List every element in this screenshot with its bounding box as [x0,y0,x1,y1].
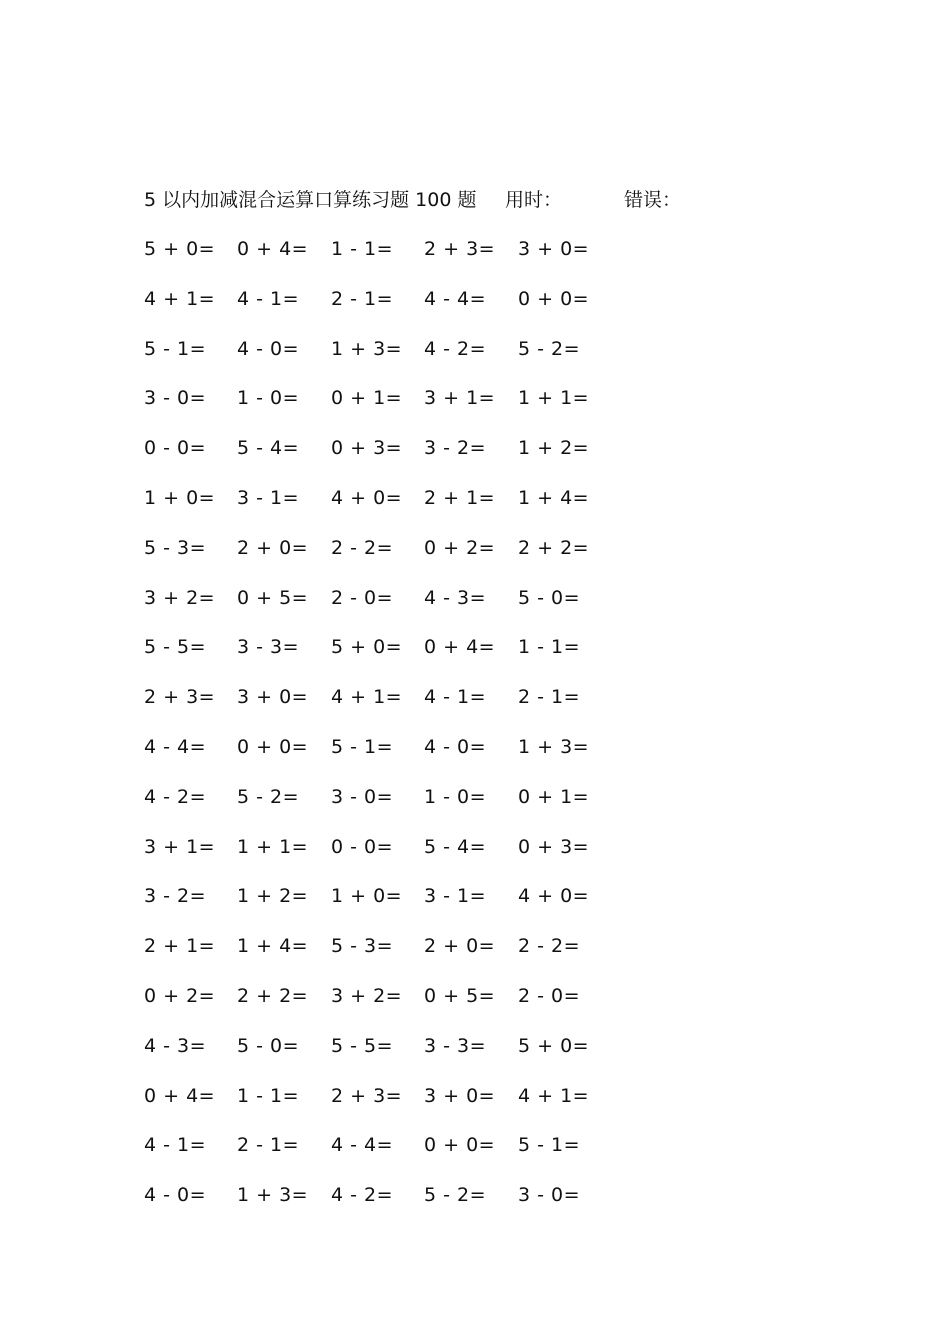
arithmetic-problem: 4 + 1= [331,686,403,709]
arithmetic-problem: 3 - 0= [144,387,207,410]
problem-row [144,832,624,882]
arithmetic-problem: 3 + 2= [331,984,403,1007]
arithmetic-problem: 4 - 1= [424,686,487,709]
arithmetic-problem: 3 - 3= [237,636,300,659]
arithmetic-problem: 0 + 0= [237,735,309,758]
arithmetic-problem: 4 - 4= [331,1134,394,1157]
arithmetic-problem: 0 + 2= [424,536,496,559]
arithmetic-problem: 2 + 3= [424,238,496,260]
arithmetic-problem: 4 + 0= [518,885,590,908]
problem-row [144,931,624,981]
arithmetic-problem: 4 + 0= [331,486,403,509]
arithmetic-problem: 0 + 3= [518,835,590,858]
arithmetic-problem: 5 - 4= [424,835,487,858]
arithmetic-problem: 5 + 0= [518,1034,590,1057]
problem-row [144,583,624,633]
problem-row [144,1180,624,1230]
problem-row [144,1081,624,1131]
arithmetic-problem: 3 - 1= [237,486,300,509]
problem-row [144,334,624,384]
arithmetic-problem: 1 - 1= [518,636,581,659]
arithmetic-problem: 1 - 0= [424,785,487,808]
arithmetic-problem: 3 - 1= [424,885,487,908]
arithmetic-problem: 4 - 4= [144,735,207,758]
arithmetic-problem: 4 - 2= [424,337,487,360]
arithmetic-problem: 0 + 3= [331,437,403,460]
arithmetic-problem: 0 + 1= [518,785,590,808]
arithmetic-problem: 5 - 3= [331,935,394,958]
arithmetic-problem: 0 - 0= [331,835,394,858]
arithmetic-problem: 5 - 1= [144,337,207,360]
arithmetic-problem: 1 + 3= [518,735,590,758]
arithmetic-problem: 3 + 2= [144,586,216,609]
arithmetic-problem: 3 - 2= [424,437,487,460]
arithmetic-problem: 2 - 0= [518,984,581,1007]
arithmetic-problem: 5 - 2= [424,1184,487,1207]
arithmetic-problem: 3 - 0= [331,785,394,808]
arithmetic-problem: 2 + 3= [331,1084,403,1107]
arithmetic-problem: 5 + 0= [331,636,403,659]
arithmetic-problem: 2 + 2= [518,536,590,559]
arithmetic-problem: 2 + 3= [144,686,216,709]
problem-row [144,433,624,483]
arithmetic-problem: 4 - 2= [331,1184,394,1207]
arithmetic-problem: 2 + 0= [424,935,496,958]
problem-row [144,881,624,931]
arithmetic-problem: 1 + 4= [518,486,590,509]
arithmetic-problem: 4 - 0= [144,1184,207,1207]
problem-row [144,383,624,433]
arithmetic-problem: 5 - 4= [237,437,300,460]
arithmetic-problem: 2 - 1= [518,686,581,709]
arithmetic-problem: 3 + 1= [424,387,496,410]
problem-row [144,284,624,334]
arithmetic-problem: 0 + 5= [237,586,309,609]
problem-row [144,732,624,782]
arithmetic-problem: 5 - 3= [144,536,207,559]
problem-row [144,1031,624,1081]
arithmetic-problem: 1 + 4= [237,935,309,958]
arithmetic-problem: 3 - 3= [424,1034,487,1057]
arithmetic-problem: 5 - 2= [518,337,581,360]
arithmetic-problem: 5 - 0= [518,586,581,609]
arithmetic-problem: 5 - 5= [144,636,207,659]
arithmetic-problem: 2 - 0= [331,586,394,609]
arithmetic-problem: 1 + 3= [331,337,403,360]
arithmetic-problem: 3 + 0= [424,1084,496,1107]
arithmetic-problem: 2 - 1= [331,287,394,310]
arithmetic-problem: 0 + 5= [424,984,496,1007]
arithmetic-problem: 2 + 1= [424,486,496,509]
problem-row [144,533,624,583]
problem-row [144,782,624,832]
arithmetic-problem: 4 - 0= [237,337,300,360]
arithmetic-problem: 2 - 1= [237,1134,300,1157]
errors-label: 错误： [624,189,682,211]
arithmetic-problem: 1 + 1= [237,835,309,858]
arithmetic-problem: 2 - 2= [518,935,581,958]
arithmetic-problem: 4 + 1= [518,1084,590,1107]
arithmetic-problem: 2 + 2= [237,984,309,1007]
arithmetic-problem: 4 - 3= [144,1034,207,1057]
arithmetic-problem: 4 - 2= [144,785,207,808]
problem-row [144,682,624,732]
arithmetic-problem: 0 + 4= [424,636,496,659]
arithmetic-problem: 1 + 3= [237,1184,309,1207]
worksheet-title: 5 以内加减混合运算口算练习题 100 题 [144,189,477,211]
problem-row [144,234,624,284]
arithmetic-problem: 1 + 2= [237,885,309,908]
arithmetic-problem: 5 - 0= [237,1034,300,1057]
problem-row [144,981,624,1031]
arithmetic-problem: 3 + 0= [237,686,309,709]
arithmetic-problem: 1 - 0= [237,387,300,410]
arithmetic-problem: 5 - 2= [237,785,300,808]
worksheet-header [144,186,844,214]
arithmetic-problem: 4 + 1= [144,287,216,310]
arithmetic-problem: 5 + 0= [144,238,216,260]
arithmetic-problem: 3 + 0= [518,238,590,260]
arithmetic-problem: 5 - 1= [518,1134,581,1157]
problem-row [144,632,624,682]
arithmetic-problem: 4 - 4= [424,287,487,310]
arithmetic-problem: 1 + 2= [518,437,590,460]
arithmetic-problem: 0 + 0= [518,287,590,310]
arithmetic-problem: 0 + 1= [331,387,403,410]
arithmetic-problem: 0 + 4= [237,238,309,260]
arithmetic-problem: 3 - 2= [144,885,207,908]
arithmetic-problem: 1 - 1= [237,1084,300,1107]
problem-grid [144,234,624,1230]
arithmetic-problem: 3 + 1= [144,835,216,858]
arithmetic-problem: 2 + 0= [237,536,309,559]
arithmetic-problem: 3 - 0= [518,1184,581,1207]
arithmetic-problem: 4 - 3= [424,586,487,609]
arithmetic-problem: 1 + 0= [144,486,216,509]
arithmetic-problem: 0 + 2= [144,984,216,1007]
time-used-label: 用时： [505,189,563,211]
arithmetic-problem: 5 - 5= [331,1034,394,1057]
arithmetic-problem: 4 - 0= [424,735,487,758]
arithmetic-problem: 0 - 0= [144,437,207,460]
arithmetic-problem: 2 - 2= [331,536,394,559]
arithmetic-problem: 2 + 1= [144,935,216,958]
arithmetic-problem: 4 - 1= [144,1134,207,1157]
arithmetic-problem: 1 + 1= [518,387,590,410]
problem-row [144,1130,624,1180]
problem-row [144,483,624,533]
arithmetic-problem: 1 + 0= [331,885,403,908]
arithmetic-problem: 0 + 0= [424,1134,496,1157]
arithmetic-problem: 5 - 1= [331,735,394,758]
arithmetic-problem: 0 + 4= [144,1084,216,1107]
arithmetic-problem: 1 - 1= [331,238,394,260]
arithmetic-problem: 4 - 1= [237,287,300,310]
